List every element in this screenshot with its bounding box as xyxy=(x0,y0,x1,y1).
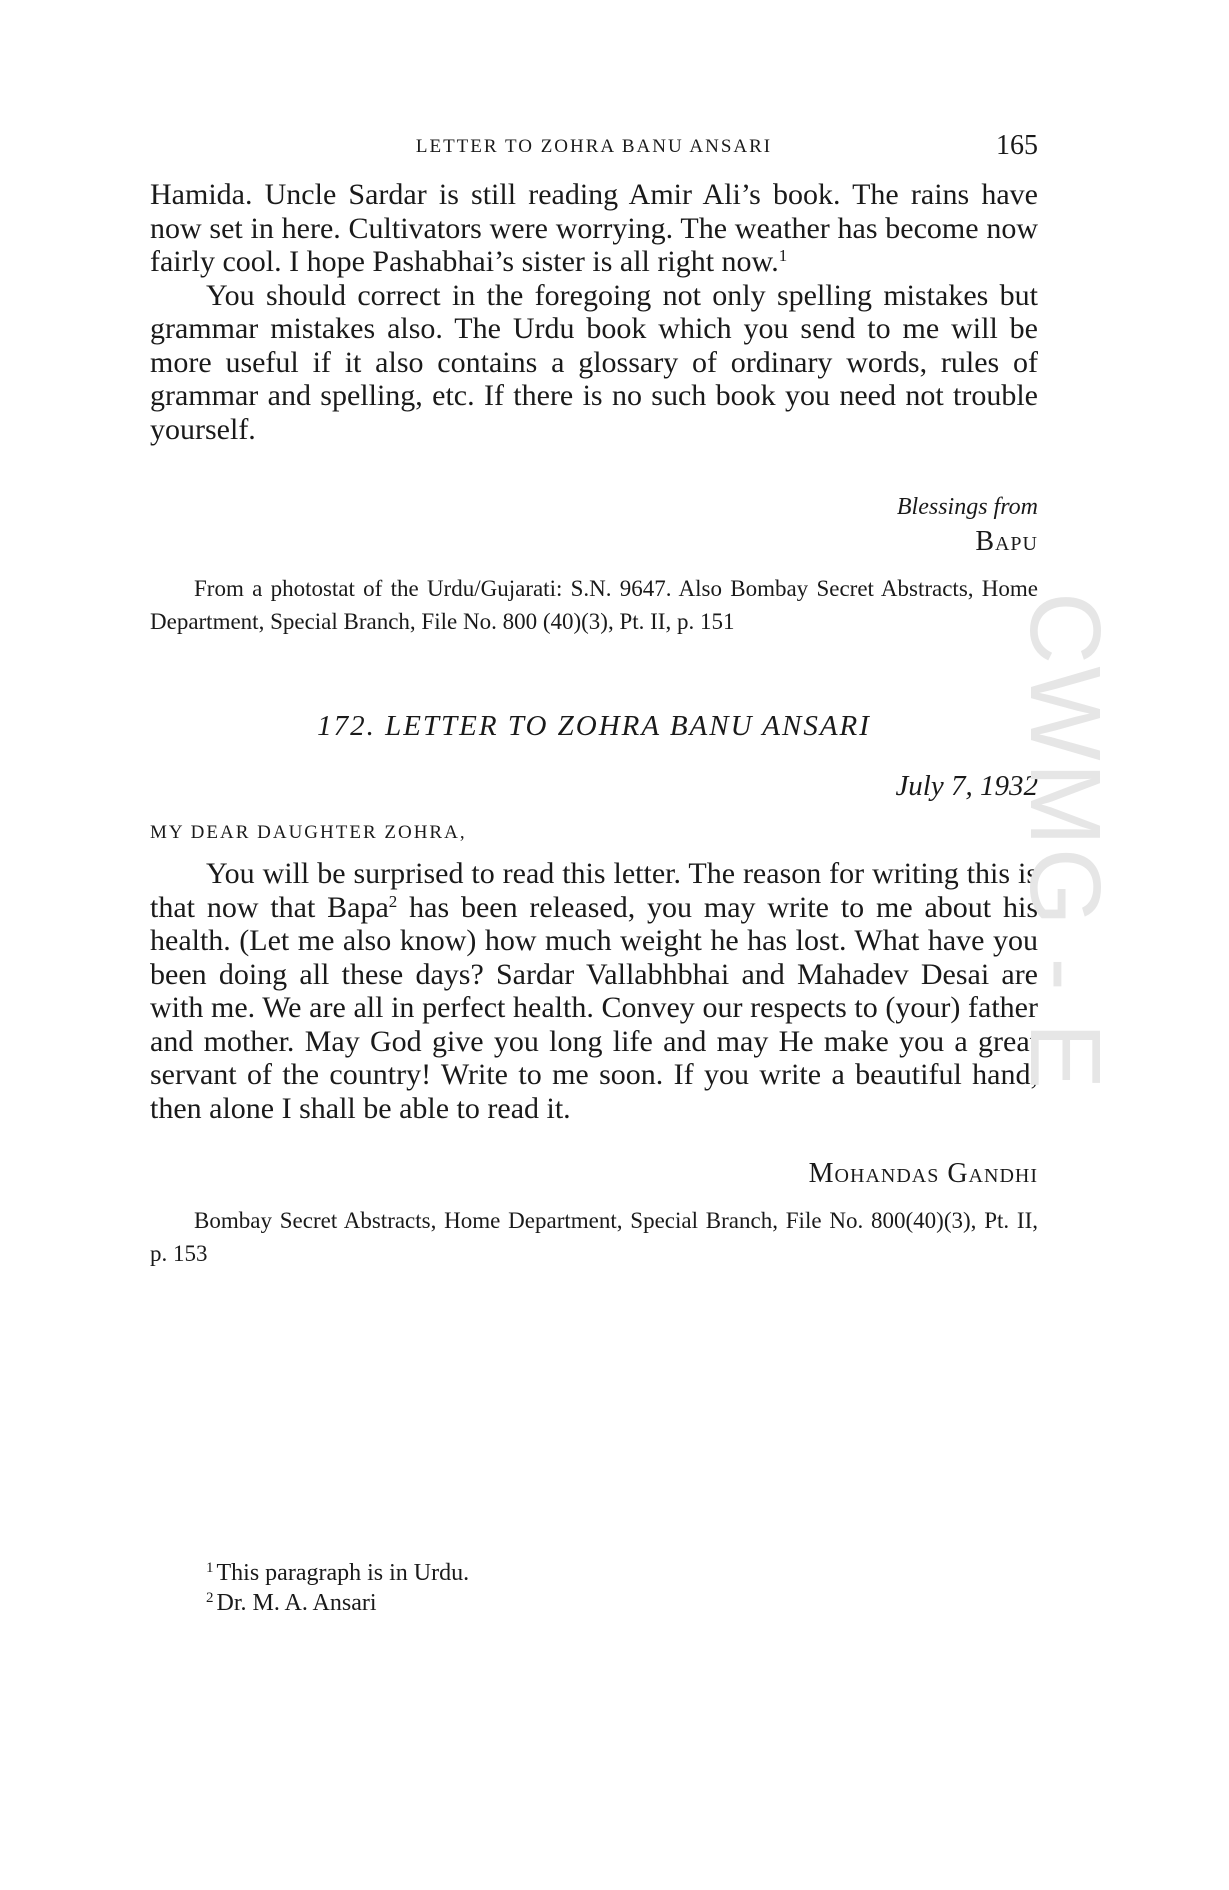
paragraph-1 xyxy=(150,178,1038,279)
document-page xyxy=(150,0,1038,1890)
section1-body xyxy=(150,178,1038,446)
letter-title: 172. LETTER TO ZOHRA BANU ANSARI xyxy=(317,710,871,742)
letter-paragraph xyxy=(150,857,1038,1125)
letter-body xyxy=(150,857,1038,1125)
salutation: MY DEAR DAUGHTER ZOHRA, xyxy=(150,822,467,843)
footnote-text-2: Dr. M. A. Ansari xyxy=(216,1590,377,1616)
letter-date: July 7, 1932 xyxy=(895,770,1038,802)
closing-name: Bapu xyxy=(975,526,1038,557)
letter-text-start: You will be surprised to read this letter. The reason for writing this is that now that Bapa xyxy=(150,857,1038,924)
footnote-2 xyxy=(206,1588,469,1618)
closing-block xyxy=(897,492,1038,558)
running-title: LETTER TO ZOHRA BANU ANSARI xyxy=(415,136,773,157)
running-header xyxy=(150,130,1038,170)
footnote-marker-1: 1 xyxy=(206,1559,214,1576)
paragraph-2: You should correct in the foregoing not only spelling mistakes but grammar mistakes also. The Urdu book which you send to me will be more useful if it also contains a glossary of ordinary words, rules of grammar and spelling, etc. If there is no such book you need not trouble yourself. xyxy=(150,278,1038,446)
footnote-text-1: This paragraph is in Urdu. xyxy=(216,1560,470,1586)
watermark: CWMG - E xyxy=(1009,592,1121,1092)
closing-phrase: Blessings from xyxy=(896,494,1038,520)
footnotes xyxy=(206,1558,469,1618)
footnote-ref-1: 1 xyxy=(778,245,788,265)
footnote-1 xyxy=(206,1558,469,1588)
signature: Mohandas Gandhi xyxy=(808,1158,1038,1189)
footnote-marker-2: 2 xyxy=(206,1589,214,1606)
source-note-2: Bombay Secret Abstracts, Home Department, Special Branch, File No. 800(40)(3), Pt. II, p. 153 xyxy=(150,1208,1038,1266)
letter-text-end: has been released, you may write to me about his health. (Let me also know) how much weight he has lost. What have you been doing all these days? Sardar Vallabhbhai and Mahadev Desai are with me. We are all in perfect health. Convey our respects to (your) father and mother. May God give you long life and may He make you a great servant of the country! Write to me soon. If you write a beautiful hand, then alone I shall be able to read it. xyxy=(150,890,1038,1125)
paragraph-1-text: Hamida. Uncle Sardar is still reading Amir Ali’s book. The rains have now set in here. Cultivators were worrying. The weather has become now fairly cool. I hope Pashabhai’s sister is all right now. xyxy=(150,178,1038,278)
page-number: 165 xyxy=(996,130,1038,161)
footnote-ref-2: 2 xyxy=(388,891,398,911)
source-note-1: From a photostat of the Urdu/Gujarati: S.N. 9647. Also Bombay Secret Abstracts, Home Department, Special Branch, File No. 800 (40)(3), Pt. II, p. 151 xyxy=(150,576,1038,634)
